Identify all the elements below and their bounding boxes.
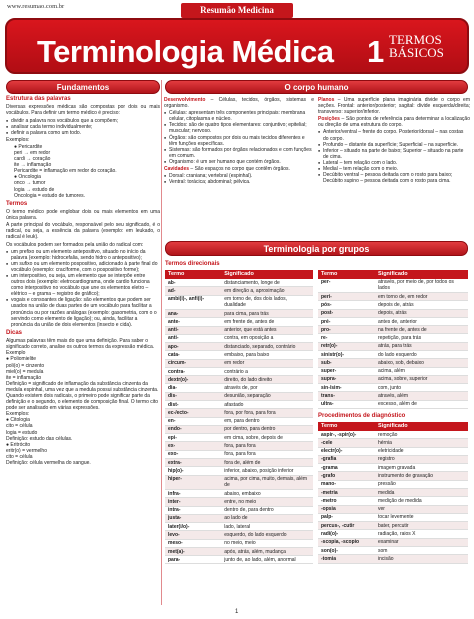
list-posicoes: [318, 129, 470, 184]
title-banner: [5, 18, 469, 74]
table-row: [165, 384, 313, 392]
meaning-cell: bater, percutir: [375, 522, 468, 530]
cavidades-text: – São espaços no corpo que contêm órgãos.: [190, 166, 290, 173]
meaning-cell: com, junto: [375, 384, 468, 392]
table-header: Significado: [375, 270, 468, 279]
table-row: [165, 343, 313, 351]
posicoes-text: – São pontos de referência para determinar a localização ou direção de uma estrutura do corpo.: [318, 116, 470, 129]
volume-number: 1: [367, 34, 385, 69]
page-number: 1: [235, 609, 239, 615]
table-row: [318, 505, 468, 513]
list-item: ■ um sufixo ou um elemento pospositivo, adicionado à parte final do vocábulo (exemplo: cracíforme, com o pospositivo forme);: [6, 261, 160, 273]
section-fundamentos: Fundamentos: [6, 80, 160, 94]
heading-estrutura: Estrutura das palavras: [6, 96, 71, 102]
table-row: [318, 464, 468, 472]
term-cell: epi-: [165, 434, 221, 442]
term-cell: circum-: [165, 359, 221, 367]
term-cell: met(a)-: [165, 547, 221, 555]
term-cell: hip(o)-: [165, 467, 221, 475]
table-row: [318, 472, 468, 480]
term-cell: -grama: [318, 464, 375, 472]
term-cell: levo-: [165, 531, 221, 539]
table-row: [165, 531, 313, 539]
desenvolvimento-term: Desenvolvimento: [164, 97, 206, 103]
desenvolvimento-text: – Células, tecidos, órgãos, sistemas e organismo.: [164, 97, 315, 110]
list-termos: [6, 249, 160, 328]
list-item: ■ Ventral: torácica; abdominal; pélvica.: [164, 179, 314, 185]
heading-dicas: Dicas: [6, 329, 23, 336]
list-item: logia = estudo: [6, 429, 38, 436]
table-header: Termo: [165, 270, 221, 279]
table-row: [318, 293, 468, 301]
table-row: [318, 447, 468, 455]
table-direcionais-wrap: [165, 260, 313, 564]
table-row: [318, 522, 468, 530]
term-cell: electr(o)-: [318, 447, 375, 455]
site-url: www.resumao.com.br: [7, 3, 65, 10]
list-item: ● Poliomielite: [6, 356, 36, 363]
meaning-cell: som: [375, 546, 468, 554]
table-row: [165, 459, 313, 467]
term-cell: -tomia: [318, 555, 375, 563]
meaning-cell: tocar levemente: [375, 513, 468, 521]
meaning-cell: embaixo, para baixo: [221, 351, 313, 359]
term-cell: sub-: [318, 359, 375, 367]
list-item: onco → tumor: [14, 180, 46, 187]
list-item: ● Pericardite: [14, 143, 43, 150]
table-row: [165, 556, 313, 564]
table-row: [165, 392, 313, 400]
list-item: Algumas palavras têm mais do que uma definição. Para saber o significado correto, analise os outros termos da expressão médica.: [6, 338, 155, 351]
term-cell: -metro: [318, 497, 375, 505]
term-cell: anti-: [165, 334, 221, 342]
table-direcionais-2: [318, 270, 468, 409]
table-row: [318, 359, 468, 367]
meaning-cell: contra, em oposição a: [221, 334, 313, 342]
term-cell: sin-/sim-: [318, 384, 375, 392]
term-cell: para-: [165, 556, 221, 564]
table-header: Significado: [221, 270, 313, 279]
meaning-cell: após, atrás, além, mudança: [221, 547, 313, 555]
term-cell: hiper-: [165, 475, 221, 489]
brand-banner: Resumão Medicina: [181, 3, 293, 18]
meaning-cell: esquerdo, do lado esquerdo: [221, 531, 313, 539]
meaning-cell: examinar: [375, 538, 468, 546]
table-row: [318, 342, 468, 350]
meaning-cell: repetição, para trás: [375, 334, 468, 342]
term-cell: en-: [165, 417, 221, 425]
table-caption: Procedimentos de diagnóstico: [318, 413, 406, 420]
term-cell: cata-: [165, 351, 221, 359]
term-cell: -scopia, -scopio: [318, 538, 375, 546]
list-item: ite → inflamação: [14, 162, 52, 169]
cavidades-term: Cavidades: [164, 166, 190, 173]
table-row: [165, 450, 313, 458]
table-direcionais: [165, 270, 313, 564]
term-cell: peri-: [318, 293, 375, 301]
table-row: [165, 376, 313, 384]
list-item: cardi → coração: [14, 156, 51, 163]
list-item: ■ um prefixo ou um elemento antepositivo, situado no início da palavra (exemplo: hidrocefalia, sendo hidro o antepositivo);: [6, 249, 160, 261]
meaning-cell: contrário a: [221, 367, 313, 375]
meaning-cell: acima, além: [375, 367, 468, 375]
table-row: [165, 367, 313, 375]
meaning-cell: imagem gravada: [375, 464, 468, 472]
list-item: Definição: célula vermelha do sangue.: [6, 460, 91, 466]
subtitle-line-2: BÁSICOS: [389, 45, 444, 60]
examples-label: Exemplos:: [6, 136, 30, 143]
term-cell: ana-: [165, 309, 221, 317]
list-item: ● Citologia: [6, 417, 30, 424]
meaning-cell: dentro de, para dentro: [221, 506, 313, 514]
table-row: [165, 523, 313, 531]
table-row: [318, 392, 468, 400]
table-row: [318, 317, 468, 325]
term-cell: meso-: [165, 539, 221, 547]
term-cell: per-: [318, 279, 375, 293]
term-cell: pré-: [318, 317, 375, 325]
term-cell: radi(o)-: [318, 530, 375, 538]
list-item: eritr(o) = vermelho: [6, 447, 47, 454]
table-row: [318, 400, 468, 408]
term-cell: -grafia: [318, 455, 375, 463]
list-item: ■ Tecidos: são de quatro tipos elementares: conjuntivo; epitelial; muscular; nervoso.: [164, 122, 314, 134]
meaning-cell: entre, no meio: [221, 498, 313, 506]
table-row: [165, 514, 313, 522]
table-row: [318, 309, 468, 317]
meaning-cell: do lado esquerdo: [375, 351, 468, 359]
meaning-cell: no meio, meio: [221, 539, 313, 547]
table-row: [165, 425, 313, 433]
posicoes-column: [318, 97, 470, 185]
examples-block: [6, 144, 160, 199]
term-cell: ex-: [165, 442, 221, 450]
term-cell: ante-: [165, 318, 221, 326]
list-item: cito = célula: [6, 453, 33, 460]
table-row: [318, 431, 468, 439]
table-row: [318, 497, 468, 505]
meaning-cell: pressão: [375, 480, 468, 488]
list-item: logia → estudo de: [14, 186, 55, 193]
meaning-cell: em cima, sobre, depois de: [221, 434, 313, 442]
list-item: ■ dividir a palavra nos vocábulos que a compõem;: [6, 118, 160, 124]
planos-paragraph: [318, 97, 470, 115]
list-item: Exemplos:: [6, 411, 30, 418]
table-row: [318, 384, 468, 392]
table-row: [318, 439, 468, 447]
meaning-cell: desunião, separação: [221, 392, 313, 400]
list-item: ■ um interpositivo, ou seja, um elemento que se interpõe entre outros dois (exemplo: eletrocardiograma, onde cardio funciona como interpositivo no vocábulo que une os elementos eletro – elétrico – e grama – registro de gráfico);: [6, 273, 160, 297]
meaning-cell: depois de, atrás: [375, 301, 468, 309]
table-row: [165, 401, 313, 409]
list-item: peri → em redor: [14, 149, 51, 156]
term-cell: supra-: [318, 375, 375, 383]
table-row: [165, 547, 313, 555]
table-row: [318, 538, 468, 546]
meaning-cell: através, além: [375, 392, 468, 400]
paragraph: Os vocábulos podem ser formados pela união do radical com:: [6, 241, 144, 248]
table-header: Termo: [318, 270, 375, 279]
heading-termos: Termos: [6, 200, 28, 207]
list-desenvolvimento: [164, 110, 314, 165]
table-direcionais-2-wrap: [318, 270, 468, 564]
table-row: [165, 279, 313, 287]
table-row: [165, 351, 313, 359]
meaning-cell: medida: [375, 489, 468, 497]
term-cell: endo-: [165, 425, 221, 433]
list-item: ● Eritrócito: [6, 441, 31, 448]
meaning-cell: em direção a, aproximação: [221, 287, 313, 295]
term-cell: apo-: [165, 343, 221, 351]
list-item: Oncologia = estudo de tumores.: [14, 192, 86, 199]
list-item: ■ Órgãos: são compostos por dois ou mais tecidos diferentes e têm funções específicas.: [164, 135, 314, 147]
list-item: Definição: estudo das células.: [6, 435, 73, 442]
meaning-cell: instrumento de gravação: [375, 472, 468, 480]
desenvolvimento-paragraph: [164, 97, 314, 109]
table-row: [165, 295, 313, 309]
dicas-block: [6, 338, 160, 466]
list-item: Quando existem dois radicais, o primeiro pode significar parte da definição e o segundo, o elemento de composição final. O termo cito pode ser analisado em várias expressões.: [6, 392, 159, 412]
meaning-cell: medição de medida: [375, 497, 468, 505]
paragraph: O termo médico pode englobar dois ou mais elementos em uma única palavra.: [6, 209, 160, 222]
table-row: [165, 409, 313, 417]
table-row: [318, 513, 468, 521]
term-cell: anti-: [165, 326, 221, 334]
list-item: ■ Dorsal: craniana; vertebral (espinhal).: [164, 173, 314, 179]
meaning-cell: através, por meio de, por todos os lados: [375, 279, 468, 293]
meaning-cell: hérnia: [375, 439, 468, 447]
table-row: [165, 359, 313, 367]
table-row: [165, 498, 313, 506]
term-cell: re-: [318, 334, 375, 342]
term-cell: -cele: [318, 439, 375, 447]
term-cell: trans-: [318, 392, 375, 400]
subtitle-line-1: TERMOS: [389, 32, 442, 47]
table-row: [165, 318, 313, 326]
meaning-cell: fora, por fora, para fora: [221, 409, 313, 417]
table-row: [165, 334, 313, 342]
list-item: ■ Anterior/ventral – frente do corpo. Posterior/dorsal – nas costas do corpo.: [318, 129, 470, 141]
list-item: ■ Células: apresentam três componentes principais: membrana celular, citoplasma e núcleo.: [164, 110, 314, 122]
table-row: [165, 434, 313, 442]
list-item: ite = inflamação: [6, 374, 42, 381]
meaning-cell: por dentro, para dentro: [221, 425, 313, 433]
meaning-cell: registro: [375, 455, 468, 463]
meaning-cell: distanciamento, longe de: [221, 279, 313, 287]
meaning-cell: para cima, para trás: [221, 309, 313, 317]
table-row: [318, 546, 468, 554]
term-cell: ultra-: [318, 400, 375, 408]
term-cell: -opsia: [318, 505, 375, 513]
meaning-cell: excesso, além de: [375, 400, 468, 408]
term-cell: -grafo: [318, 472, 375, 480]
list-item: ■ Inferior – situado na parte de baixo; Superior – situado na parte de cima.: [318, 148, 470, 160]
term-cell: palp-: [318, 513, 375, 521]
list-item: ■ vogais e consoantes de ligação: são elementos que podem ser usados na união de duas partes de um vocábulo para facilitar a pronúncia ou por razões análogas (exemplo: gasometria, com o o servindo como elemento de ligação); ou, ainda, facilitar a pronúncia da união de dois elementos (insecto e cida).: [6, 297, 160, 327]
table-row: [318, 326, 468, 334]
table-diagnostico: [318, 422, 468, 563]
meaning-cell: anterior, que está antes: [221, 326, 313, 334]
meaning-cell: lado, lateral: [221, 523, 313, 531]
table-row: [165, 489, 313, 497]
paragraph: Diversas expressões médicas são compostas por dois ou mais vocábulos. Para definir um termo médico é preciso:: [6, 104, 160, 117]
term-cell: later(i/o)-: [165, 523, 221, 531]
meaning-cell: em torno de, dos dois lados, dualidade: [221, 295, 313, 309]
table-row: [165, 287, 313, 295]
term-cell: percus-, -cutir: [318, 522, 375, 530]
list-item: ● Oncologia: [14, 174, 41, 181]
table-row: [165, 309, 313, 317]
meaning-cell: ver: [375, 505, 468, 513]
meaning-cell: inferior, abaixo, posição inferior: [221, 467, 313, 475]
meaning-cell: fora, para fora: [221, 442, 313, 450]
corpo-column: [164, 97, 314, 186]
meaning-cell: incisão: [375, 555, 468, 563]
list-item: ■ Sistemas: são formados por órgãos relacionados e com funções em comum.: [164, 147, 314, 159]
term-cell: ab-: [165, 279, 221, 287]
term-cell: infra-: [165, 489, 221, 497]
meaning-cell: acima, por cima, muito, demais, além de: [221, 475, 313, 489]
list-item: ■ Lateral – tem relação com o lado.: [318, 160, 470, 166]
term-cell: -metria: [318, 489, 375, 497]
meaning-cell: em, para dentro: [221, 417, 313, 425]
meaning-cell: junto de, ao lado, além, anormal: [221, 556, 313, 564]
term-cell: justa-: [165, 514, 221, 522]
list-item: ■ definir a palavra como um todo.: [6, 130, 160, 136]
term-cell: dextr(o)-: [165, 376, 221, 384]
list-item: Pericardite = inflamação em redor do coração.: [14, 168, 117, 175]
list-item: Definição = significado de inflamação da substância cinzenta da medula espinhal, uma vez que a medula possui substância cinzenta.: [6, 380, 159, 393]
meaning-cell: ao lado de: [221, 514, 313, 522]
meaning-cell: em torno de, em redor: [375, 293, 468, 301]
meaning-cell: distanciado, separado, contrário: [221, 343, 313, 351]
cavidades-paragraph: [164, 166, 314, 172]
term-cell: dist-: [165, 401, 221, 409]
term-cell: ad-: [165, 287, 221, 295]
meaning-cell: em redor: [221, 359, 313, 367]
meaning-cell: fora, para fora: [221, 450, 313, 458]
table-row: [165, 467, 313, 475]
meaning-cell: atrás, para trás: [375, 342, 468, 350]
table-row: [165, 539, 313, 547]
table-row: [165, 417, 313, 425]
table-row: [318, 480, 468, 488]
table-row: [318, 367, 468, 375]
term-cell: aspir-, -spir(o)-: [318, 431, 375, 439]
paragraph: A parte principal do vocábulo, responsável pelo seu significado, é o radical, ou seja, a essência da palavra (exemplo: em leukado, o radical é leuk).: [6, 222, 160, 241]
column-divider: [161, 80, 162, 605]
meaning-cell: acima, sobre, superior: [375, 375, 468, 383]
list-item: ■ Medial – tem relação com o meio.: [318, 166, 470, 172]
list-item: ■ analisar cada termo individualmente;: [6, 124, 160, 130]
meaning-cell: radiação, raios X: [375, 530, 468, 538]
term-cell: post-: [318, 309, 375, 317]
term-cell: son(o)-: [318, 546, 375, 554]
page-title: Terminologia Médica: [37, 34, 334, 69]
term-cell: ec-/ecto-: [165, 409, 221, 417]
posicoes-paragraph: [318, 116, 470, 128]
meaning-cell: direito, do lado direito: [221, 376, 313, 384]
meaning-cell: em frente de, antes de: [221, 318, 313, 326]
section-grupos: Terminologia por grupos: [165, 241, 468, 256]
term-cell: pro-: [318, 326, 375, 334]
term-cell: pós-: [318, 301, 375, 309]
list-item: ■ Profundo – distante da superfície; Superficial – na superfície.: [318, 142, 470, 148]
meaning-cell: através de, por: [221, 384, 313, 392]
subtitle: [389, 33, 444, 59]
term-cell: retr(o)-: [318, 342, 375, 350]
term-cell: intra-: [165, 506, 221, 514]
meaning-cell: abaixo, sob, debaixo: [375, 359, 468, 367]
term-cell: exo-: [165, 450, 221, 458]
table-row: [318, 455, 468, 463]
meaning-cell: fora de, além de: [221, 459, 313, 467]
section-corpo: O corpo humano: [165, 80, 468, 94]
table-row: [318, 279, 468, 293]
list-item: ■ Decúbito ventral – pessoa deitada com o rosto para baixo; Decúbito supino – pessoa deitada com o rosto para cima.: [318, 172, 470, 184]
table-row: [318, 351, 468, 359]
table-header: Significado: [375, 422, 468, 431]
term-cell: ambi(i)-, anfi(i)-: [165, 295, 221, 309]
table-row: [318, 375, 468, 383]
meaning-cell: remoção: [375, 431, 468, 439]
term-cell: contra-: [165, 367, 221, 375]
table-row: [318, 489, 468, 497]
term-cell: mano-: [318, 480, 375, 488]
term-cell: dia-: [165, 384, 221, 392]
list-cavidades: [164, 173, 314, 185]
table-row: [318, 530, 468, 538]
table-row: [318, 301, 468, 309]
planos-term: Planos: [318, 97, 335, 103]
table-row: [165, 475, 313, 489]
list-item: Exemplo: [6, 350, 26, 357]
table-row: [165, 506, 313, 514]
meaning-cell: na frente de, antes de: [375, 326, 468, 334]
term-cell: inter-: [165, 498, 221, 506]
term-cell: super-: [318, 367, 375, 375]
list-item: miel(o) = medula: [6, 368, 44, 375]
posicoes-term: Posições: [318, 116, 340, 123]
table-caption: Termos direcionais: [165, 261, 220, 267]
table-header: Termo: [318, 422, 375, 431]
list-estrutura: [6, 118, 160, 136]
table-row: [318, 334, 468, 342]
meaning-cell: abaixo, embaixo: [221, 489, 313, 497]
fundamentos-column: [6, 80, 160, 466]
term-cell: extra-: [165, 459, 221, 467]
table-row: [165, 326, 313, 334]
meaning-cell: afastado: [221, 401, 313, 409]
meaning-cell: antes de, anterior: [375, 317, 468, 325]
list-item: poli(o) = cinzento: [6, 362, 45, 369]
meaning-cell: depois, atrás: [375, 309, 468, 317]
term-cell: sinistr(o)-: [318, 351, 375, 359]
table-row: [165, 442, 313, 450]
table-row: [318, 555, 468, 563]
list-item: ■ Organismo: é um ser humano que contém órgãos.: [164, 159, 314, 165]
planos-text: – Uma superfície plana imaginária divide o corpo em seções. Frontal: anterior/posterior; sagital: divide esquerda/direita; transverso: superior/inferior.: [318, 97, 471, 116]
term-cell: dis-: [165, 392, 221, 400]
list-item: cito = célula: [6, 423, 33, 430]
meaning-cell: eletricidade: [375, 447, 468, 455]
